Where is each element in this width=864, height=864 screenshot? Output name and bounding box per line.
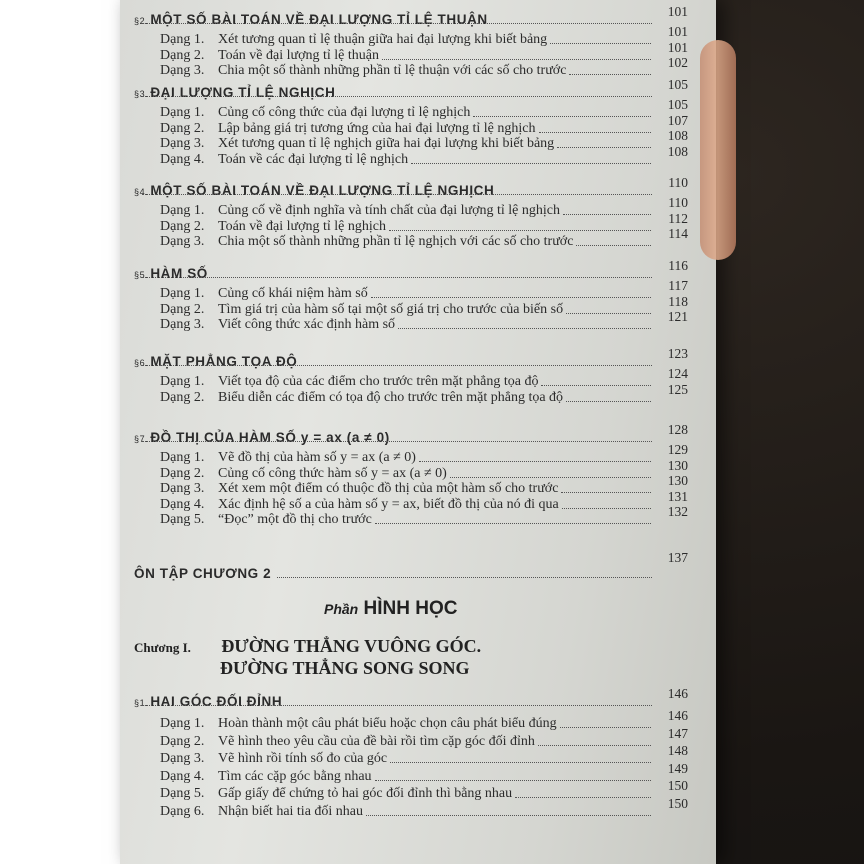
page-number: 110 bbox=[668, 175, 688, 190]
page-number: 118 bbox=[668, 293, 688, 309]
section-heading[interactable] bbox=[134, 430, 390, 445]
entry-text: Toán về các đại lượng tỉ lệ nghịch bbox=[218, 151, 409, 167]
dot-leader bbox=[366, 814, 651, 816]
entry-text: Vẽ hình rồi tính số đo của góc bbox=[218, 751, 388, 766]
dot-leader bbox=[398, 327, 651, 329]
entry-text: Viết công thức xác định hàm số bbox=[218, 317, 396, 332]
page-number: 117 bbox=[668, 278, 688, 293]
entry-type-label: Dạng 3. bbox=[160, 234, 205, 249]
toc-entry[interactable] bbox=[160, 466, 447, 482]
entry-text: Gấp giấy để chứng tỏ hai góc đối đỉnh thì bằng nhau bbox=[218, 786, 513, 801]
page-number: 148 bbox=[667, 743, 688, 758]
entry-type-label: Dạng 1. bbox=[160, 286, 205, 301]
toc-entry[interactable] bbox=[160, 716, 557, 732]
page-number: 124 bbox=[667, 366, 688, 381]
entry-text: Lập bảng giá trị tương ứng của hai đại lượng tỉ lệ nghịch bbox=[218, 120, 536, 136]
toc-entry[interactable] bbox=[160, 374, 538, 390]
toc-entry[interactable] bbox=[160, 786, 512, 802]
toc-entry[interactable] bbox=[160, 390, 563, 406]
entry-type-label: Dạng 2. bbox=[160, 120, 205, 136]
entry-text: Toán về đại lượng tỉ lệ thuận bbox=[218, 47, 379, 63]
page-number: 107 bbox=[667, 112, 688, 128]
entry-type-label: Dạng 2. bbox=[160, 47, 205, 63]
entry-text: Tìm các cặp góc bằng nhau bbox=[218, 768, 372, 784]
dot-leader bbox=[515, 796, 651, 798]
entry-type-label: Dạng 2. bbox=[160, 465, 205, 481]
dot-leader bbox=[557, 146, 651, 148]
dot-leader bbox=[539, 131, 652, 133]
toc-entry[interactable] bbox=[160, 497, 559, 513]
section-title: HAI GÓC ĐỐI ĐỈNH bbox=[150, 694, 283, 709]
dot-leader bbox=[389, 229, 651, 231]
entry-type-label: Dạng 2. bbox=[160, 301, 205, 317]
page-number: 130 bbox=[667, 457, 688, 473]
toc-entry[interactable] bbox=[160, 32, 547, 48]
entry-type-label: Dạng 5. bbox=[160, 786, 205, 801]
entry-type-label: Dạng 1. bbox=[160, 716, 205, 731]
entry-type-label: Dạng 1. bbox=[160, 105, 205, 120]
page-number: 131 bbox=[667, 488, 688, 504]
page-number: 130 bbox=[667, 473, 688, 488]
toc-entry[interactable] bbox=[160, 804, 363, 820]
toc-entry[interactable] bbox=[160, 121, 536, 137]
page-number: 102 bbox=[667, 55, 688, 70]
dot-leader bbox=[450, 476, 651, 478]
toc-entry[interactable] bbox=[160, 63, 566, 79]
dot-leader bbox=[562, 507, 651, 509]
chapter-heading bbox=[134, 636, 482, 678]
dot-leader bbox=[390, 761, 651, 763]
entry-type-label: Dạng 1. bbox=[160, 374, 205, 389]
entry-text: Củng cố khái niệm hàm số bbox=[218, 286, 368, 301]
dot-leader bbox=[566, 312, 651, 314]
dot-leader bbox=[142, 22, 652, 24]
page-number: 137 bbox=[667, 550, 688, 565]
page-number: 108 bbox=[667, 128, 688, 143]
section-title: ĐỒ THỊ CỦA HÀM SỐ y = ax (a ≠ 0) bbox=[150, 430, 390, 445]
dot-leader bbox=[142, 193, 652, 195]
dot-leader bbox=[569, 73, 651, 75]
page-number: 128 bbox=[667, 422, 688, 437]
page-number: 129 bbox=[667, 442, 688, 457]
white-margin bbox=[0, 0, 120, 864]
dot-leader bbox=[411, 162, 651, 164]
dot-leader bbox=[277, 576, 652, 578]
entry-text: Xét tương quan tỉ lệ nghịch giữa hai đại lượng khi biết bảng bbox=[218, 136, 555, 151]
section-number: §2. bbox=[134, 16, 149, 26]
page-number: 150 bbox=[667, 795, 688, 811]
page-number: 123 bbox=[667, 346, 688, 361]
page-number: 101 bbox=[667, 4, 688, 19]
toc-entry[interactable] bbox=[160, 203, 560, 219]
entry-type-label: Dạng 1. bbox=[160, 450, 205, 465]
dot-leader bbox=[561, 491, 651, 493]
page-number: 108 bbox=[667, 143, 688, 159]
entry-text: Củng cố công thức của đại lượng tỉ lệ nghịch bbox=[218, 105, 471, 120]
entry-text: Hoàn thành một câu phát biểu hoặc chọn câu phát biểu đúng bbox=[218, 716, 557, 731]
entry-type-label: Dạng 3. bbox=[160, 751, 205, 766]
toc-entry[interactable] bbox=[160, 769, 372, 785]
entry-text: Chia một số thành những phần tỉ lệ thuận với các số cho trước bbox=[218, 63, 567, 78]
entry-text: Tìm giá trị của hàm số tại một số giá trị cho trước của biến số bbox=[218, 301, 564, 317]
section-heading[interactable] bbox=[134, 12, 488, 27]
section-title: MỘT SỐ BÀI TOÁN VỀ ĐẠI LƯỢNG TỈ LỆ THUẬN bbox=[150, 12, 488, 27]
dot-leader bbox=[566, 400, 651, 402]
toc-entry[interactable] bbox=[160, 136, 554, 152]
page-number: 110 bbox=[668, 195, 688, 210]
entry-text: Vẽ đồ thị của hàm số y = ax (a ≠ 0) bbox=[218, 450, 416, 465]
section-title: MẶT PHẲNG TỌA ĐỘ bbox=[150, 354, 298, 369]
entry-text: Vẽ hình theo yêu cầu của đề bài rồi tìm cặp góc đối đỉnh bbox=[218, 733, 535, 749]
toc-entry[interactable] bbox=[160, 105, 470, 121]
page-number: 116 bbox=[668, 258, 688, 273]
entry-text: “Đọc” một đồ thị cho trước bbox=[218, 512, 372, 527]
section-number: §4. bbox=[134, 187, 149, 197]
toc-entry[interactable] bbox=[160, 734, 535, 750]
part-name: HÌNH HỌC bbox=[363, 598, 458, 619]
dot-leader bbox=[541, 384, 651, 386]
page-number: 150 bbox=[667, 778, 688, 793]
entry-type-label: Dạng 3. bbox=[160, 317, 205, 332]
toc-entry[interactable] bbox=[160, 302, 563, 318]
dot-leader bbox=[538, 744, 651, 746]
dot-leader bbox=[473, 115, 651, 117]
section-number: §5. bbox=[134, 270, 149, 280]
dot-leader bbox=[550, 42, 651, 44]
toc-entry[interactable] bbox=[160, 219, 386, 235]
entry-type-label: Dạng 5. bbox=[160, 512, 205, 527]
section-title: ĐẠI LƯỢNG TỈ LỆ NGHỊCH bbox=[150, 85, 336, 100]
section-number: §1. bbox=[134, 698, 149, 708]
page-number: 147 bbox=[667, 725, 688, 741]
chapter-label: Chương I. bbox=[134, 640, 191, 655]
entry-type-label: Dạng 3. bbox=[160, 63, 205, 78]
section-heading[interactable] bbox=[134, 266, 208, 281]
page-number: 121 bbox=[667, 309, 688, 324]
dot-leader bbox=[142, 364, 652, 366]
dot-leader bbox=[142, 276, 652, 278]
dot-leader bbox=[560, 726, 651, 728]
section-heading[interactable] bbox=[134, 694, 282, 709]
entry-text: Xét xem một điểm có thuộc đồ thị của một hàm số cho trước bbox=[218, 481, 559, 496]
dot-leader bbox=[375, 522, 651, 524]
section-title: HÀM SỐ bbox=[150, 266, 208, 281]
dot-leader bbox=[576, 244, 651, 246]
entry-type-label: Dạng 1. bbox=[160, 203, 205, 218]
toc-entry[interactable] bbox=[160, 512, 372, 528]
dot-leader bbox=[371, 296, 651, 298]
chapter-title-line1: ĐƯỜNG THẲNG VUÔNG GÓC. bbox=[221, 636, 482, 656]
page-number: 105 bbox=[667, 77, 688, 92]
page-number: 146 bbox=[667, 686, 688, 701]
part-prefix: Phần bbox=[324, 601, 359, 617]
section-number: §6. bbox=[134, 358, 149, 368]
dot-leader bbox=[142, 95, 652, 97]
toc-entry[interactable] bbox=[160, 286, 368, 302]
page-number: 146 bbox=[667, 708, 688, 723]
entry-text: Củng cố công thức hàm số y = ax (a ≠ 0) bbox=[218, 465, 447, 481]
dot-leader bbox=[419, 460, 651, 462]
page-number: 101 bbox=[667, 39, 688, 55]
entry-type-label: Dạng 3. bbox=[160, 481, 205, 496]
dot-leader bbox=[375, 779, 651, 781]
part-title bbox=[324, 598, 457, 620]
page-number: 132 bbox=[667, 504, 688, 519]
entry-text: Chia một số thành những phần tỉ lệ nghịch với các số cho trước bbox=[218, 234, 574, 249]
toc-entry[interactable] bbox=[160, 48, 379, 64]
chapter-title-line2: ĐƯỜNG THẲNG SONG SONG bbox=[220, 658, 470, 678]
entry-text: Biểu diễn các điểm có tọa độ cho trước trên mặt phẳng tọa độ bbox=[218, 389, 564, 405]
toc-entry[interactable] bbox=[160, 152, 408, 168]
section-heading[interactable] bbox=[134, 183, 494, 198]
entry-type-label: Dạng 2. bbox=[160, 733, 205, 749]
entry-type-label: Dạng 4. bbox=[160, 768, 205, 784]
entry-type-label: Dạng 3. bbox=[160, 136, 205, 151]
entry-type-label: Dạng 4. bbox=[160, 151, 205, 167]
entry-text: Xác định hệ số a của hàm số y = ax, biết đồ thị của nó đi qua bbox=[218, 496, 559, 512]
entry-type-label: Dạng 6. bbox=[160, 803, 205, 819]
entry-type-label: Dạng 1. bbox=[160, 32, 205, 47]
entry-text: Củng cố về định nghĩa và tính chất của đại lượng tỉ lệ nghịch bbox=[218, 203, 560, 218]
toc-entry[interactable] bbox=[160, 234, 573, 250]
section-title: MỘT SỐ BÀI TOÁN VỀ ĐẠI LƯỢNG TỈ LỆ NGHỊCH bbox=[150, 183, 495, 198]
page-number: 114 bbox=[668, 226, 688, 241]
page-number: 125 bbox=[667, 381, 688, 397]
page-number: 149 bbox=[667, 760, 688, 776]
thumb bbox=[700, 40, 736, 260]
section-number: §3. bbox=[134, 89, 149, 99]
section-heading[interactable] bbox=[134, 85, 335, 100]
entry-text: Viết tọa độ của các điểm cho trước trên mặt phẳng tọa độ bbox=[218, 374, 539, 389]
entry-type-label: Dạng 4. bbox=[160, 496, 205, 512]
page-number: 101 bbox=[667, 24, 688, 39]
entry-text: Nhận biết hai tia đối nhau bbox=[218, 803, 364, 819]
entry-type-label: Dạng 2. bbox=[160, 389, 205, 405]
toc-entry[interactable] bbox=[160, 481, 558, 497]
entry-type-label: Dạng 2. bbox=[160, 218, 205, 234]
toc-entry[interactable] bbox=[160, 450, 416, 466]
page-number: 105 bbox=[667, 97, 688, 112]
toc-entry[interactable] bbox=[160, 317, 395, 333]
entry-text: Toán về đại lượng tỉ lệ nghịch bbox=[218, 218, 386, 234]
section-number: §7. bbox=[134, 434, 149, 444]
page-number: 112 bbox=[668, 210, 688, 226]
entry-text: Xét tương quan tỉ lệ thuận giữa hai đại lượng khi biết bảng bbox=[218, 32, 548, 47]
review-heading[interactable]: ÔN TẬP CHƯƠNG 2 bbox=[134, 566, 272, 581]
dot-leader bbox=[382, 58, 651, 60]
dot-leader bbox=[563, 213, 651, 215]
dot-leader bbox=[142, 704, 652, 706]
section-heading[interactable] bbox=[134, 354, 297, 369]
toc-entry[interactable] bbox=[160, 751, 387, 767]
dot-leader bbox=[142, 440, 652, 442]
